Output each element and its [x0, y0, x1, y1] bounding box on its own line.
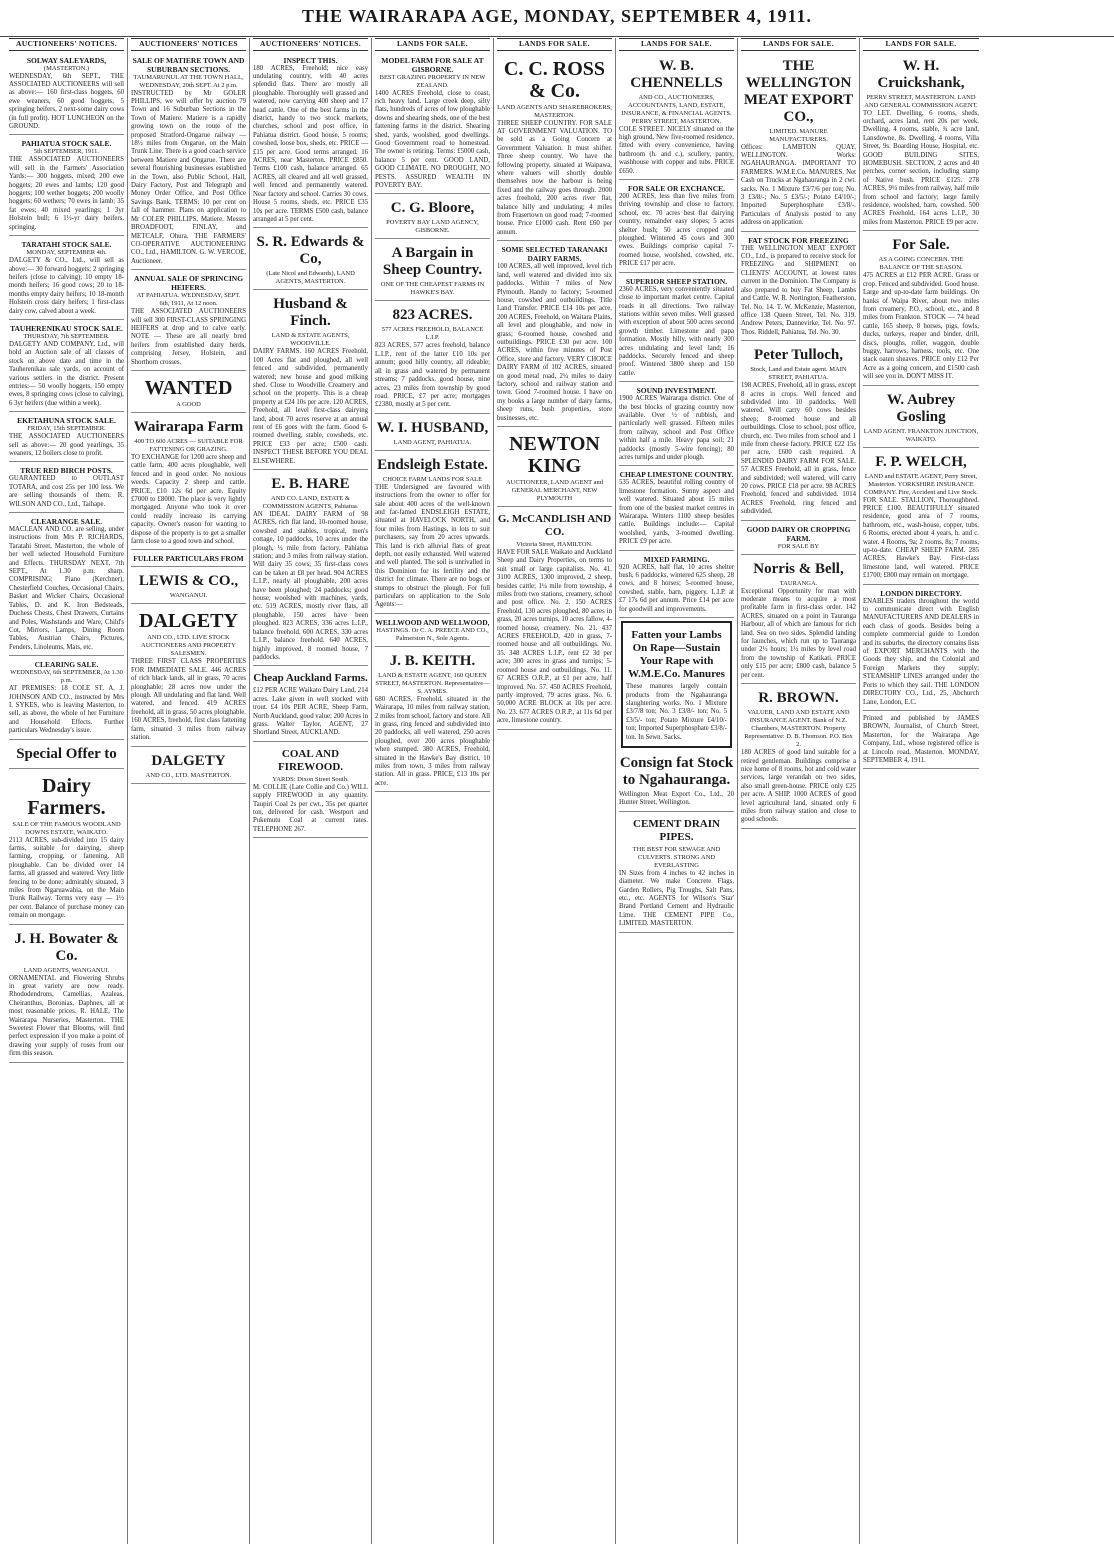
advertisement [619, 182, 734, 273]
ad-title: 823 ACRES. [392, 307, 473, 324]
ad-title: W. B. CHENNELLS [630, 57, 723, 91]
ad-title: SOME SELECTED TARANAKI DAIRY FARMS. [501, 245, 608, 264]
advertisement [619, 54, 734, 180]
column-header: AUCTIONEERS' NOTICES. [253, 38, 368, 51]
ad-subtitle: WEDNESDAY, 6th SEPTEMBER, At 1.30 p.m. [10, 669, 123, 685]
ad-title: THE WELLINGTON MEAT EXPORT CO., [743, 57, 854, 125]
advertisement [9, 137, 124, 236]
ad-body: 680 ACRES, Freehold, situated in the Wairarapa, 10 miles from railway station, 2 miles from school, factory and store. All in grass, ring fenced and subdivided into 20 paddocks, all well watered, 250 acres ploughed, over 200 acres ploughable when stumped. 380 ACRES, Freehold, situated in the Hawke's Bay district, 10 miles from town, 3 miles from railway station. All in grass. PRICE, £13 10s per acre. [375, 695, 490, 787]
ad-body: 920 ACRES, half flat, 10 acres shelter bush, 6 paddocks, wintered 625 sheep, 28 cows, and 8 horses; 5-roomed house, cowshed, stable, barn, piggery. L.I.P. at £7 17s 6d per annum. Price £14 per acre for goodwill and improvements. [619, 563, 734, 613]
advertisement [863, 388, 979, 448]
ad-title: A Bargain in Sheep Country. [382, 245, 483, 279]
ad-title: MODEL FARM FOR SALE AT GISBORNE. [381, 55, 484, 74]
column-2 [128, 38, 250, 1544]
ad-body: HAVE FOR SALE Waikato and Auckland Sheep and Dairy Properties, on terms to suit small or large capitalists. No. 41. 3100 ACRES, 1300 improved, 2 sheep, besides cattle; 1¼ mile from township, 4 miles from two stations, creamery, school and post office. No. 2. 150 ACRES Freehold, 130 acres ploughed, 80 acres in grass, 20 acres turnips, 10 acres fallow, 4-roomed house, creamery. No. 21. 437 ACRES FREEHOLD, 420 in grass, 7-roomed house and all outbuildings. No. 35. 348 ACRES L.I.P., rent £2 3d per acre; 300 acres in grass and turnips; 5-roomed house and outbuildings. No. 11. 67 ACRES O.R.P., at £1 per acre, half improved. No. 57. 450 ACRES Freehold, partly improved, 79 acres grass. No. 6. 50,000 ACRE BLOCK at 10s per acre. No. 23. 677 ACRES O.R.P., at 11s 6d per acre, limestone country. [497, 549, 612, 725]
ad-subtitle: 400 TO 600 ACRES — SUITABLE FOR FATTENING OR GRAZING. [134, 437, 243, 453]
ad-subtitle: LAND AGENT. FRANKTON JUNCTION, WAIKATO. [863, 427, 979, 443]
advertisement [375, 649, 490, 792]
ad-title: TARATAHI STOCK SALE. [21, 240, 112, 250]
ad-body: THE ASSOCIATED AUCTIONEERS will sell 300 FIRST-CLASS SPRINGING HEIFERS at drop and to calve early. NOTE — These are all nearly bred heifers from established dairy herds, comprising Jersey, Holstein, and Shorthorn crosses. [131, 308, 246, 366]
column-4 [372, 38, 494, 1544]
ad-title: MIXED FARMING. [643, 554, 710, 564]
ad-title: W. H. Cruickshank, [877, 57, 965, 91]
ad-body: THREE FIRST CLASS PROPERTIES FOR IMMEDIATE SALE. 446 ACRES of rich black lands, all in grass, 70 acres ploughable; 28 acres now under the plough. All undulating and flat land. Well watered, and fenced. 419 ACRES freehold, all in grass, 50 acres ploughable. 160 ACRES, freehold, first class fattening farm, situated 3 miles from railway station. [131, 658, 246, 742]
advertisement [619, 553, 734, 618]
ad-title: R. BROWN. [758, 690, 839, 707]
advertisement [131, 569, 246, 604]
ad-subtitle: AND CO., LTD. MASTERTON. [145, 771, 232, 779]
ad-title: GOOD DAIRY OR CROPPING FARM. [746, 524, 851, 543]
ad-body: THE WELLINGTON MEAT EXPORT CO., Ltd., is prepared to receive stock for FREEZING and SHIPMENT on CLIENTS' ACCOUNT, at lowest rates current in the Dominion. The Company is also prepared to buy Fat Sheep, Lambs and Cattle. W. R. Nortington, Featherston, Tel. No. 14. T. W. McKenzie, Masterton, office 138 Queen Street, Tel. No. 319. Andrew Peters, Dannevirke, Tel. No. 97. Thos. Riddell, Pahiatua, Tel. No. 30. [741, 244, 856, 336]
ad-subtitle: AND CO., LTD. LIVE STOCK AUCTIONEERS AND PROPERTY SALESMEN. [141, 634, 236, 658]
ad-body: TO EXCHANGE for 1200 acre sheep and cattle farm, 400 acres ploughable, well fenced and in good order. No noxious weeds. Capacity 2 sheep and cattle. PRICE, £10 12s 6d per acre. Equity £7000 to £8000. The place is very lightly mortgaged. Anyone who took it over could readily increase its carrying capacity. Owner's reason for wanting to dispose of the property is to get a smaller farm close to a good town and school. [131, 453, 246, 546]
ad-body: DALGETY & CO., Ltd., will sell as above:— 30 forward hoggets; 2 springing heifers (close to calving); 10 empty 18-month heifers; 16 good cows; 20 to 18-months empty dairy heifers; 10 18-month Holstein cross dairy heifers; 1 first-class dairy cow, calved about a week. [9, 257, 124, 315]
ad-title: C. C. ROSS & Co. [503, 57, 606, 102]
ad-title: J. H. Bowater & Co. [14, 930, 119, 964]
advertisement [741, 557, 856, 684]
ad-title: INSPECT THIS. [283, 55, 338, 65]
ad-subtitle: ONE OF THE CHEAPEST FARMS IN HAWKE'S BAY. [380, 281, 485, 297]
column-header: LANDS FOR SALE. [741, 38, 856, 51]
ad-subtitle: HASTINGS. Or C. A. PREECE AND CO., Palmerston N., Sole Agents. [376, 626, 489, 642]
advertisement [253, 230, 368, 290]
ad-body: DAIRY FARMS. 160 ACRES Freehold, 100 Acres flat and ploughed, all well fenced and subdivided, permanently watered; new house and good milking shed. Close to Woodville Creamery and school on the property. This is a cheap property at £24 10s per acre. 120 ACRES, Freehold, all level first-class dairying land, about 70 acres reserve at an annual rent of £6 goes with the farm. Good 6-roomed dwelling, stable, cowsheds, etc. PRICE £33 per acre; £500 cash. INSPECT THESE BEFORE YOU DEAL ELSEWHERE. [253, 348, 368, 465]
ad-body: Offices: LAMBTON QUAY, WELLINGTON. Works: NGAHAURANGA. IMPORTANT TO FARMERS. W.M.E.Co. MANURES. Net Cash on Trucks at Ngahauranga in 2 cwt. sacks. No. 1 Mixture £3/7/6 per ton; No. 3 £3/8/-; No. 5 £3/5/-; Potato £4/10/-; Imported Superphosphate £3/8/-. Particulars of Analysis posted to any address on application. [741, 143, 856, 227]
advertisement [863, 587, 979, 711]
ad-title: CEMENT DRAIN PIPES. [633, 817, 720, 843]
ad-subtitle: AND CO., AUCTIONEERS, ACCOUNTANTS, LAND, ESTATE, INSURANCE, & FINANCIAL AGENTS. PERRY STREET, MASTERTON. [621, 93, 732, 125]
ad-body: These manures largely contain products from the Ngahauranga slaughtering works. No. 1 Mixture £3/7/8 ton; No. 3 £3/8/- ton; No. 5 £3/5/- ton; Potato Mixture £4/10/- ton; Imported Superphosphate £3/8/- ton. In Sewn. Sacks. [626, 683, 727, 741]
ad-title: ANNUAL SALE OF SPRINCING HEIFERS. [133, 274, 244, 293]
advertisement [619, 468, 734, 550]
columns-container [6, 38, 1108, 1544]
ad-subtitle: VALUER, LAND AND ESTATE AND INSURANCE AGENT. Bank of N.Z. Chambers, MASTERTON. Property Representative: D. B. Thomson. P.O. Box 2. [744, 709, 853, 749]
ad-title: C. G. Bloore, [390, 200, 475, 217]
ad-subtitle: Victoria Street, HAMILTON. [516, 541, 593, 548]
advertisement [741, 686, 856, 829]
ad-body: 823 ACRES, 577 acres freehold, balance L.I.P., rent of the latter £10 10s per annum; good hilly country, all rideable; all in grass and watered by permanent streams; 7 paddocks, good house, nine acres, 23 miles from township by good road. PRICE, £7 per acre; mortgages £2380, mostly at 5 per cent. [375, 342, 490, 409]
ad-subtitle: LAND & ESTATE AGENT, 160 QUEEN STREET, MASTERTON. Representative—S. AYMES. [375, 671, 490, 695]
ad-title: S. R. Edwards & Co, [256, 234, 365, 268]
advertisement [253, 292, 368, 470]
advertisement [9, 414, 124, 462]
advertisement [9, 238, 124, 320]
advertisement [741, 54, 856, 232]
ad-title: DALGETY [151, 752, 226, 769]
ad-body: 2113 ACRES, sub-divided into 15 dairy farms, suitable for dairying, sheep farming, cropping, or fattening. All ploughable. Can be divided over 14 farms, all grassed and watered. Very little fencing to be done; admirably situated, 3 miles from Ngaruawahia, on the Main Trunk Railway. Terms very easy — 1½ per cent. Balance of purchase money can remain on mortgage. [9, 836, 124, 920]
advertisement [375, 241, 490, 301]
advertisement [863, 713, 979, 769]
advertisement [253, 472, 368, 666]
ad-title: Peter Tulloch, [754, 347, 843, 364]
ad-body: Printed and published by JAMES BROWN, Journalist, of Church Street, Masterton, for the Wairarapa Age Company, Ltd., whose registered office is at Lincoln road, Masterton. MONDAY, SEPTEMBER 4, 1911. [863, 714, 979, 764]
ad-subtitle: THURSDAY, 7th SEPTEMBER. [23, 332, 110, 340]
ad-body: 535 ACRES, beautiful rolling country of limestone formation. Sunny aspect and well watered. Situated about 15 miles from one of the busiest market centres in Wairarapa. Winters 1100 sheep besides cattle. Buildings include:— Capital woolshed, yards, 3-roomed dwelling. PRICE £9 per acre. [619, 479, 734, 546]
ad-title: E. B. HARE [271, 476, 350, 492]
ad-body: THREE SHEEP COUNTRY. FOR SALE AT GOVERNMENT VALUATION. TO be sold as a Going Concern at Government Valuation. It must shifter. Three sheep country. We have the following property, situated at Waipawa, where valuers will shortly double themselves now the harbour is being fixed and the railway goes through. 2000 acres freehold, 200 acres river flat, balance hilly and undulating; 4 miles from Frasertown on good road; 7-roomed house. Price £1000 cash. Rent £60 per annum. [497, 119, 612, 236]
ad-title: NEWTON KING [509, 433, 600, 477]
ad-title: W. Aubrey Gosling [886, 391, 956, 425]
advertisement [9, 658, 124, 739]
advertisement [497, 54, 612, 242]
advertisement [741, 234, 856, 341]
ad-body: 1900 ACRES Wairarapa district. One of the best blocks of grazing country now available. Over ½ of rubbish, and particularly well grassed. Fifteen miles from railway, school and Post Office within half a mile. Heavy papa soil; 21 paddocks (mostly 5-wire fencing); 80 acres turnips and under plough. [619, 395, 734, 461]
ad-title: SOUND INVESTMENT. [636, 386, 717, 396]
column-header: AUCTIONEERS' NOTICES. [9, 38, 124, 51]
advertisement [9, 927, 124, 1063]
advertisement [741, 343, 856, 521]
ad-title: FULLER PARTICULARS FROM [133, 554, 244, 564]
ad-subtitle: TAUMARUNUI. AT THE TOWN HALL, WEDNESDAY, 20th SEPT. At 2 p.m. [133, 73, 244, 89]
ad-title: Norris & Bell, [753, 560, 844, 577]
ad-subtitle: 577 ACRES FREEHOLD, BALANCE L.I.P. [381, 326, 484, 342]
ad-body: TO LET. Dwelling, 6 rooms, sheds, orchard, acres land, rent 20s per week. Dwelling, 4 rooms, stable, ¾ acre land, Lansdowne, 8s. Dwelling, 4 rooms, Villa Street, 9s. Boarding House, Hospital, etc. GOOD BUILDING SITES, HOMEBUSH. SECTION, 2 acres and 40 perches, corner section, including stamp of Native bush. PRICE £125. 278 ACRES, 9¼ miles from railway, half mile from school and factory; large family residence, woolshed, barn, cowshed. 500 ACRES Freehold, 164 acres L.I.P., 30 miles from Masterton. PRICE £9 per acre. [863, 109, 979, 226]
advertisement [9, 742, 124, 769]
advertisement [741, 523, 856, 555]
ad-title: Husband & Finch. [273, 296, 348, 330]
ad-subtitle: LAND & ESTATE AGENTS, WOODVILLE. [271, 332, 350, 348]
advertisement [9, 322, 124, 412]
ad-subtitle: LIMITED. MANURE MANUFACTURERS. [769, 127, 828, 143]
column-3 [250, 38, 372, 1544]
ad-title: F. P. WELCH, [875, 453, 967, 470]
ad-title: COAL AND FIREWOOD. [277, 747, 344, 773]
ad-title: WELLWOOD AND WELLWOOD, [375, 617, 490, 627]
ad-title: J. B. KEITH. [389, 652, 476, 669]
ad-subtitle: TAURANGA. [779, 579, 818, 587]
ad-subtitle: AS A GOING CONCERN. THE BALANCE OF THE SEASON. [878, 256, 964, 272]
advertisement [131, 373, 246, 413]
advertisement [497, 243, 612, 427]
ad-body: £12 PER ACRE Waikato Dairy Land, 214 acres. Lake given in well stocked with trout. £4 10s PER ACRE, Sheep Farm, North Auckland, good value; 200 Acres in grass. Walter Taylor, AGENT, 27 Shortland Street, AUCKLAND. [253, 687, 368, 737]
ad-title: LEWIS & CO., [138, 573, 239, 590]
column-header: LANDS FOR SALE. [497, 38, 612, 51]
ad-subtitle: CHOICE FARM LANDS FOR SALE [382, 475, 483, 483]
advertisement [131, 415, 246, 550]
ad-body: MACLEAN AND CO. are selling, under instructions from Mrs P. RICHARDS, Taratahi Street, Masterton, the whole of her well selected Household Furniture and Effects. THURSDAY NEXT, 7th SEPT., At 1.30 p.m. sharp. COMPRISING: Piano (Kerchner), Chesterfield Couches, Occasional Chairs, Basket and Wicker Chairs, Occasional Tables, D. and K. Iron Bedsteads, Duchess Chests, Chest Drawers, Curtains and Poles, Washstands and Ware, Child's Cot, Mirrors, Lamps, Dining Room Tables, Austrian Chairs, Pictures, Fenders, Linoleums, Mats, etc. [9, 526, 124, 651]
advertisement [621, 621, 732, 748]
ad-subtitle: LAND AGENT, PAHIATUA. [393, 438, 472, 446]
advertisement [9, 771, 124, 925]
advertisement [375, 453, 490, 614]
ad-title: SOLWAY SALEYARDS, [26, 55, 107, 65]
ad-body: WEDNESDAY, 6th SEPT., THE ASSOCIATED AUCTIONEERS will sell as above:— 160 first-class hoggets, 60 ewe weaners, 60 good hoggets, 5 springing heifers, 2 next-some dairy cows (in full profit). HOT LUNCHEON on the GROUND. [9, 72, 124, 131]
column-5 [494, 38, 616, 1544]
ad-title: CLEARING SALE. [34, 660, 99, 670]
column-1 [6, 38, 128, 1544]
ad-body: 100 ACRES, all well improved, level rich land, well watered and divided into six paddocks. Within 7 miles of New Plymouth. Handy to factory; 5-roomed house, cowshed and outbuildings. Title Land Transfer. PRICE £14 10s per acre. 200 ACRES, Freehold, on Waitara Plains, all level and ploughable, and now in grass; 6-roomed house, cowshed and outbuildings. PRICE £30 per acre. 100 ACRES, within five minutes of Post Office, store and factory. VERY CHOICE DAIRY FARM of 102 ACRES, situated on good metal road, 2¼ miles to dairy factory, school and railway station and town. Good 7-roomed house. I have on my books a large number of dairy farms, sheep runs, bush properties, store businesses, etc. [497, 263, 612, 422]
advertisement [375, 303, 490, 413]
ad-body: M. COLLIE (Late Collie and Co.) WILL supply FIREWOOD in any quantity. Taupiri Coal 2s per cwt., 35s per quarter ton, delivered for cash. Westport and Pukemutu Coal at current rates. TELEPHONE 267. [253, 783, 368, 833]
ad-subtitle: LAND and ESTATE AGENT, Perry Street, Masterton. YORKSHIRE INSURANCE COMPANY. Fire, Accident and Live Stock. [864, 472, 978, 496]
newspaper-title: THE WAIRARAPA AGE, MONDAY, SEPTEMBER 4, 1911. [301, 6, 813, 26]
ad-title: SUPERIOR SHEEP STATION. [625, 276, 728, 286]
ad-body: 475 ACRES at £12 PER ACRE. Grass or crop. Fenced and subdivided. Good house. Large and up-to-date farm buildings. On banks of Waipa River, about two miles from creamery, P.O., school, etc., and 8 miles from Frankton. STOCK — 74 head cattle, 165 sheep, 8 horses, pigs, fowls, ducks, turkeys, reaper and binder, drill, discs, ploughs, roller, waggon, double buggy, harrows, harness, tools, etc. One stack oaten sheaves. PRICE only £12 Per Acre as a going concern, and £1500 cash will see you in. DON'T MISS IT. [863, 272, 979, 381]
ad-title: PAHIATUA STOCK SALE. [21, 139, 112, 149]
ad-subtitle: 5th SEPTEMBER, 1911. [33, 148, 100, 156]
advertisement [131, 606, 246, 746]
ad-subtitle: LAND AGENTS AND SHAREBROKERS, MASTERTON. [497, 103, 612, 119]
ad-subtitle: POVERTY BAY LAND AGENCY, GISBORNE. [386, 219, 479, 235]
advertisement [375, 196, 490, 239]
ad-body: DALGETY AND COMPANY, Ltd., will hold an Auction sale of all classes of stock on above date and time in the Tauherenikau sale yards, on account of various settlers in the district. Present entries:— 50 woolly hoggets, 150 empty ewes, 8 springing cows (close to calving), 6 3yr heifers (due within a week). [9, 340, 124, 407]
advertisement [375, 616, 490, 647]
column-header: LANDS FOR SALE. [619, 38, 734, 51]
ad-title: CHEAP LIMESTONE COUNTRY. [619, 470, 734, 480]
advertisement [497, 509, 612, 730]
ad-title: Consign fat Stock to Ngahauranga. [619, 754, 734, 788]
advertisement [9, 515, 124, 656]
ad-title: LONDON DIRECTORY. [880, 588, 962, 598]
ad-subtitle: THE BEST FOR SEWAGE AND CULVERTS. STRONG AND EVERLASTING [632, 845, 721, 869]
ad-body: AT PREMISES: 18 COLE ST. A. J. JOHNSON AND CO., instructed by Mrs I. SYKES, who is leaving Masterton, to sell, as above, the whole of her Furniture and Household Effects. Further particulars Wednesday's issue. [9, 685, 124, 735]
advertisement [863, 54, 979, 232]
advertisement [619, 751, 734, 812]
ad-body: THE Undersigned are favoured with instructions from the owner to offer for sale about 400 acres of the well-known and far-famed ENDSLEIGH ESTATE, situated at HAVELOCK NORTH, and four miles from Hastings, in lots to suit purchasers, say from 20 acres upwards. This land is rich alluvial flats of great depth, not easily exhausted. Well watered and well planted. The soil is unrivalled in this Dominion for its fertility and the district for climate. There are no bogs or stumps to obstruct the plough. For full particulars on application to the Sole Agents:— [375, 483, 490, 609]
ad-body: IN Sizes from 4 inches to 42 inches in diameter. We make Concrete Flags, Garden Rollers, Pig Troughs, Salt Pans, etc., etc. AGENTS for Wilson's 'Star' Brand Portland Cement and Hydraulic Lime. THE CEMENT PIPE Co., LIMITED. MASTERTON. [619, 869, 734, 928]
advertisement [375, 54, 490, 195]
advertisement [9, 464, 124, 513]
column-8 [860, 38, 982, 1544]
ad-body: ORNAMENTAL and Flowering Shrubs in great variety are now ready. Rhododendrons, Camellias, Azaleas, Cheiranthus, Boronias, Daphnes, all at most reasonable prices. R. HALE, The Wairarapa Nurseries, Masterton. THE Sweetest Flower that Blooms, will find perfect expression if you make a point of drawing your supply of roses from our firm this season. [9, 974, 124, 1058]
ad-subtitle: MONDAY, SEPTEMBER 4th. [26, 249, 107, 257]
column-7 [738, 38, 860, 1544]
column-6 [616, 38, 738, 1544]
ad-subtitle: FRIDAY, 15th SEPTEMBER. [27, 425, 106, 433]
ad-title: EKETAHUNA STOCK SALE. [17, 416, 116, 426]
ad-body: THE ASSOCIATED AUCTIONEERS will sell in the Farmers' Association Yards:— 300 hoggets, mixed; 200 ewe hoggets; 20 ewes and lambs; 120 good hoggets; 100 wether hoggets; 200 woolly hoggets; 60 wethers; 70 ewes in lamb; 35 fat ewes; 40 mixed yearlings; 1 3yr Holstein bull; 6 1½-yr dairy heifers, springing. [9, 156, 124, 231]
ad-title: FAT STOCK FOR FREEZING [748, 235, 849, 245]
advertisement [253, 668, 368, 741]
column-header: AUCTIONEERS' NOTICES [131, 38, 246, 51]
ad-body: COLE STREET. NICELY situated on the high ground, New five-roomed residence, fitted with every convenience, having bathroom (h. and c.), scullery, pantry, washhouse with copper and tubs. PRICE £650. [619, 125, 734, 175]
advertisement [863, 450, 979, 585]
advertisement [131, 272, 246, 371]
ad-subtitle: (MASTERTON.) [43, 64, 90, 72]
ad-title: W. I. HUSBAND, [376, 419, 489, 436]
ad-title: For Sale. [892, 237, 950, 254]
ad-title: Special Offer to [16, 745, 117, 762]
masthead [0, 0, 1114, 37]
ad-title: TRUE RED BIRCH POSTS. [20, 466, 113, 476]
advertisement [131, 54, 246, 271]
advertisement [253, 54, 368, 229]
ad-subtitle: BEST GRAZING PROPERTY IN NEW ZEALAND. [379, 73, 486, 89]
ad-body: 200 ACRES, less than five miles from thriving township and close to factory, school, etc. 70 acres best flat dairying country, remainder easy slopes; 5 acres shelter bush; 50 acres cropped and ploughed. Wintered 45 cows and 300 ewes. Buildings comprise capital 7-roomed house, woolshed, cowshed, etc. PRICE £17 per acre. [619, 193, 734, 268]
ad-body: Exceptional Opportunity for man with moderate means to acquire a most profitable farm in first-class order. 142 ACRES, situated on a point in Tauranga Harbour, all of which are famous for rich land. Sea on two sides. Splendid landing for launches, which run up to Tauranga under 2½ hours; 1½ miles by level road from the township of Katikati. PRICE only £15 per acre; £800 cash, balance 5 per cent. [741, 587, 856, 679]
ad-body: 180 ACRES, Freehold; nice easy undulating country, with 40 acres splendid flats. There are mostly all ploughable. Thoroughly well grassed and watered, now carrying 400 sheep and 17 head cattle. One of the best farms in the district, handy to two stock markets, churches, school and post office, in Pahiatua district. Good house, 5 rooms; cowshed, loose box, sheds, etc. PRICE — £15 per acre. Good terms arranged. 16 ACRES, near Masterton. PRICE £850. Terms £100 cash, balance arranged. 65 ACRES, all cleared and all well grassed, well fenced and permanently watered. Near factory and school. Carries 30 cows. House 5 rooms, sheds, etc. PRICE £35 10s per acre. TERMS £500 cash, balance arranged at 5 per cent. [253, 64, 368, 223]
ad-title: DALGETY [139, 610, 238, 633]
ad-subtitle: SALE OF THE FAMOUS WOODLAND DOWNS ESTATE, WAIKATO. [12, 820, 121, 836]
advertisement [619, 384, 734, 466]
ad-subtitle: AT PAHIATUA. WEDNESDAY, SEPT. 6th, 1911, At 12 noon. [136, 292, 241, 308]
ad-body: THE ASSOCIATED AUCTIONEERS sell as above:— 20 good yearlings, 35 weaners, 12 boilers close to profit. [9, 433, 124, 457]
ad-body: ENABLES traders throughout the world to communicate direct with English MANUFACTURERS AND DEALERS in each class of goods. Besides being a complete commercial guide to London and its suburbs, the directory contains lists of EXPORT MERCHANTS with the Goods they ship, and the Colonial and Foreign Markets they supply; STEAMSHIP LINES arranged under the Ports to which they sail. THE LONDON DIRECTORY CO., Ltd., 25, Abchurch Lane, London, E.C. [863, 597, 979, 706]
column-header: LANDS FOR SALE. [375, 38, 490, 51]
ad-title: CLEARANGE SALE. [30, 517, 103, 527]
ad-title: Wairarapa Farm [133, 418, 244, 435]
ad-title: G. McCANDLISH AND CO. [497, 513, 612, 538]
advertisement [375, 416, 490, 451]
ad-title: Cheap Auckland Farms. [253, 672, 368, 685]
ad-subtitle: LAND AGENTS, WANGANUI. [23, 966, 110, 974]
advertisement [9, 54, 124, 136]
ad-subtitle: (Late Nicol and Edwards), LAND AGENTS, MASTERTON. [266, 270, 355, 286]
ad-subtitle: FOR SALE BY [777, 542, 820, 550]
ad-body: 180 ACRES of good land suitable for a retired gentleman. Buildings comprise a nice home of 8 rooms, hot and cold water services, large verandah on two sides, also small green-house. PRICE only £25 per acre. A SHIP. 1000 ACRES of good level agricultural land, situated only 6 miles from railway station and close to good schools. [741, 749, 856, 824]
ad-title: Fatten your Lambs On Rape—Sustain Your Rape with W.M.E.Co. Manures [628, 629, 725, 681]
ad-body: 198 ACRES, Freehold, all in grass, except 8 acres in crops. Well fenced and subdivided into 10 paddocks. Well watered. Will carry 60 cows besides sheep; 8-roomed house and all outbuildings. Close to school, post office, church, etc. Two miles from school and 1 mile from cheese factory. PRICE £22 15s per acre. £600 cash required. A SPLENDID DAIRY FARM FOR SALE. 57 ACRES Freehold, all in grass, fence and subdivided; well watered, will carry 20 cows. PRICE £18 per acre. 98 ACRES Freehold, fenced and subdivided. 1014 ACRES Freehold, ring fenced and subdivided. [741, 382, 856, 516]
ad-title: Dairy Farmers. [27, 774, 106, 819]
ad-title: TAUHERENIKAU STOCK SALE. [10, 323, 123, 333]
ad-body: FOR SALE. STALLION, Thoroughbred. PRICE £100. BEAUTIFULLY situated residence, good area of 7 rooms, bathroom, etc., wash-house, copper, tubs. 6 Rooms, erected about 4 years, h. and c. water. 4 Rooms, 9a; 2 rooms, 8s; 7 rooms, up-to-date. CHEAP SHEEP FARM. 285 ACRES, Hawke's Bay. First-class limestone land, well watered. PRICE £1700; £800 may remain on mortgage. [863, 496, 979, 580]
ad-subtitle: PERRY STREET, MASTERTON. LAND AND GENERAL COMMISSION AGENT. [864, 93, 978, 109]
ad-body: 1400 ACRES Freehold, close to coast, rich heavy land. Large creek deep, silty flats, hundreds of acres of low ploughable downs and shearing sheds, one of the best fattening farms in the district. Shearing shed, yards, woolshed, good dwellings. Good Government road to homestead. The owner is retiring. Terms: £5000 cash, balance 5 per cent. GOOD LAND, GOOD CLIMATE. NO DROUGHT, NO PESTS. ASSURED WEALTH IN POVERTY BAY. [375, 89, 490, 190]
ad-body: AN IDEAL DAIRY FARM of 98 ACRES, rich flat land, 10-roomed house, cowshed and stables, tropical, men's cottage, 10 paddocks, 10 acres under the plough, ½ mile from factory. Pahiatua station; and 3 miles from railway station. Will dairy 35 cows; 35 first-class cows can be taken at £8 per head. 904 ACRES L.I.P., nearly all ploughable, 200 acres have been ploughed; 24 paddocks; good house, woolshed with machines, yards, etc. 519 ACRES, mostly river flats, all ploughable, 150 acres have been ploughed. 823 ACRES, 336 acres L.I.P., balance freehold. 600 ACRES, 330 acres L.I.P., balance freehold. 640 ACRES, highly improved, 8 roomed house, 7 paddocks. [253, 511, 368, 661]
ad-body: Wellington Meat Export Co., Ltd., 20 Hunter Street, Wellington. [619, 790, 734, 807]
ad-body: GUARANTEED to OUTLAST TOTARA, and cost 25s per 100 less. We are selling thousands of them. R. WILSON AND CO., Ltd., Taihape. [9, 475, 124, 508]
ad-title: SALE OF MATIERE TOWN AND SUBURBAN SECTIONS. [132, 55, 245, 74]
ad-subtitle: Stock, Land and Estate agent. MAIN STREET, PAHIATUA. [750, 366, 847, 382]
ad-subtitle: A GOOD [176, 400, 201, 408]
advertisement [619, 814, 734, 933]
advertisement [619, 275, 734, 382]
advertisement [131, 552, 246, 567]
ad-subtitle: AUCTIONEER, LAND AGENT and GENERAL MERCHANT, NEW PLYMOUTH [505, 479, 603, 502]
ad-subtitle: AND CO. LAND, ESTATE & COMMISSION AGENTS, Pahiatua. [262, 495, 359, 510]
ad-body: INSTRUCTED by Mr GOLER PHILLIPS, we will offer by auction 79 Town and 16 Suburban Sections in the Town of Matiere. Matiere is a rapidly growing town on the route of the proposed Stratford-Ongarue railway — 18½ miles from Ongarue, on the Main Trunk Line. There is a good coach service between Matiere and Ongarue. There are several flourishing businesses established in the Town, also Public School, Hall, Dairy Factory, Post and Telegraph and Money Order Office, and Post Office Savings Bank. TERMS: 10 per cent on fall of hammer. Plans on application to Mr COLER PHILLIPS, Matiere. Messrs BROADFOOT, FINLAY, and METCALF, Ohura. THE FARMERS' CO-OPERATIVE AUCTIONEERING CO., Ltd., HAMILTON. G. W. VERCOE, Auctioneer. [131, 89, 246, 265]
ad-title: Endsleigh Estate. [377, 456, 488, 473]
ad-subtitle: WANGANUI. [169, 592, 208, 600]
column-header: LANDS FOR SALE. [863, 38, 979, 51]
ad-title: WANTED [144, 376, 233, 399]
advertisement [253, 744, 368, 838]
ad-body: 2360 ACRES, very conveniently situated close to important market centre. Capital roads in all directions. Two railway stations within seven miles. Well grassed with exception of about 500 acres second growth timber. Limestone and papa formation. Mostly hilly, with nearly 300 acres undulating and level land; 16 paddocks. Securely fenced and sheep proof. Wintered 3800 sheep and 150 cattle. [619, 285, 734, 377]
ad-subtitle: YARDS: Dixon Street South. [272, 775, 349, 783]
advertisement [131, 749, 246, 784]
ad-title: FOR SALE OR EXCHANCE. [627, 184, 726, 194]
advertisement [497, 429, 612, 507]
advertisement [863, 233, 979, 385]
